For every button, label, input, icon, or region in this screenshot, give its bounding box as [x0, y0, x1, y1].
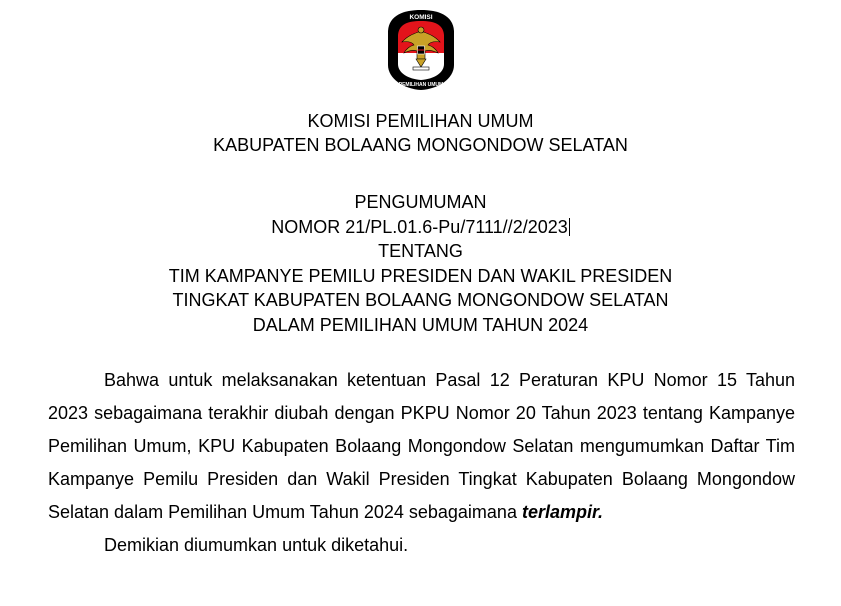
kpu-logo	[386, 9, 456, 91]
announcement-about: TENTANG	[378, 241, 463, 261]
organization-header	[0, 109, 841, 157]
org-name-line1: KOMISI PEMILIHAN UMUM	[307, 111, 534, 131]
kpu-garuda-emblem-icon	[386, 9, 456, 91]
announcement-subject-line3: DALAM PEMILIHAN UMUM TAHUN 2024	[252, 314, 589, 335]
svg-text:KOMISI: KOMISI	[409, 14, 433, 21]
body-paragraph-1-emphasis: terlampir.	[521, 502, 604, 522]
announcement-title-block	[0, 190, 841, 337]
announcement-number: NOMOR 21/PL.01.6-Pu/7111//2/2023	[271, 216, 568, 237]
announcement-subject-line1: TIM KAMPANYE PEMILU PRESIDEN DAN WAKIL PRESIDEN	[168, 265, 673, 286]
announcement-label: PENGUMUMAN	[354, 192, 487, 212]
svg-text:PEMILIHAN UMUM: PEMILIHAN UMUM	[398, 82, 444, 88]
body-paragraph-1-text: Bahwa untuk melaksanakan ketentuan Pasal 12 Peraturan KPU Nomor 15 Tahun 2023 sebagaimana terakhir diubah dengan PKPU Nomor 20 Tahun 2023 tentang Kampanye Pemilihan Umum, KPU Kabupaten Bolaang Mongondow Selatan mengumumkan Daftar Tim Kampanye Pemilu Presiden dan Wakil Presiden Tingkat Kabupaten Bolaang Mongondow Selatan dalam Pemilihan Umum Tahun 2024 sebagaimana	[48, 370, 795, 522]
announcement-subject-line2: TINGKAT KABUPATEN BOLAANG MONGONDOW SELATAN	[172, 290, 669, 310]
body-paragraph-2: Demikian diumumkan untuk diketahui.	[104, 535, 409, 555]
body-paragraph-1	[48, 364, 795, 529]
announcement-body	[48, 364, 795, 562]
text-cursor	[569, 218, 570, 236]
org-name-line2: KABUPATEN BOLAANG MONGONDOW SELATAN	[213, 135, 628, 155]
announcement-number-line	[0, 215, 841, 240]
